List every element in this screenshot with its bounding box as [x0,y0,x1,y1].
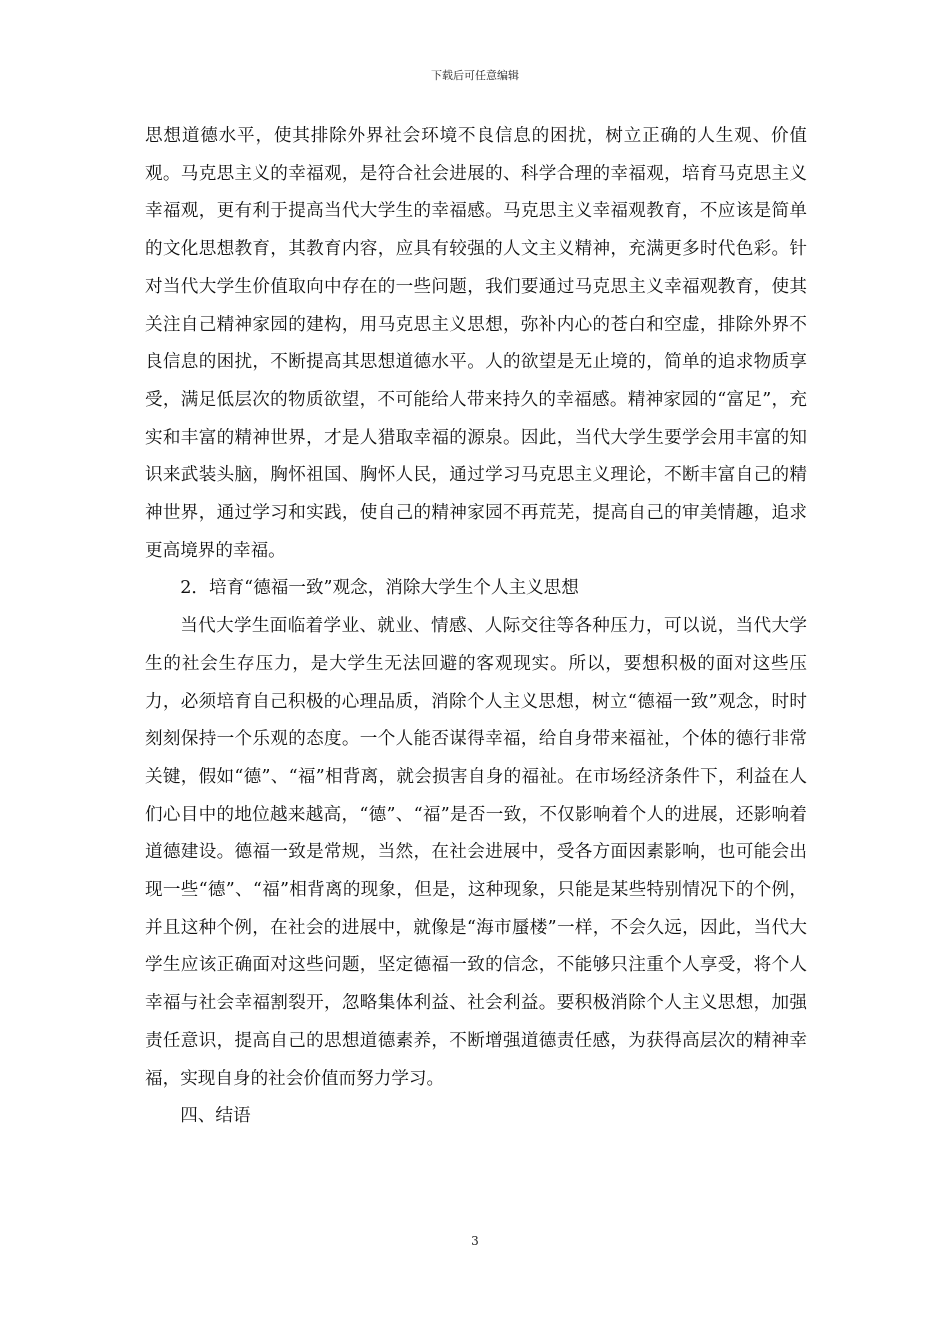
section-heading: 2．培育“德福一致”观念，消除大学生个人主义思想 [180,578,579,599]
section-heading: 四、结语 [180,1106,251,1127]
paragraph: 当代大学生面临着学业、就业、情感、人际交往等各种压力，可以说，当代大学生的社会生存压力，是大学生无法回避的客观现实。所以，要想积极的面对这些压力，必须培育自己积极的心理品质，消除个人主义思想，树立“德福一致”观念，时时刻刻保持一个乐观的态度。一个人能否谋得幸福，给自身带来福祉，个体的德行非常关键，假如“德”、“福”相背离，就会损害自身的福祉。在市场经济条件下，利益在人们心目中的地位越来越高，“德”、“福”是否一致，不仅影响着个人的进展，还影响着道德建设。德福一致是常规，当然，在社会进展中，受各方面因素影响，也可能会出现一些“德”、“福”相背离的现象，但是，这种现象，只能是某些特别情况下的个例，并且这种个例，在社会的进展中，就像是“海市蜃楼”一样，不会久远，因此，当代大学生应该正确面对这些问题，坚定德福一致的信念，不能够只注重个人享受，将个人幸福与社会幸福割裂开，忽略集体利益、社会利益。要积极消除个人主义思想，加强责任意识，提高自己的思想道德素养，不断增强道德责任感，为获得高层次的精神幸福，实现自身的社会价值而努力学习。 [145,616,807,1089]
paragraph-continued: 思想道德水平，使其排除外界社会环境不良信息的困扰，树立正确的人生观、价值观。马克思主义的幸福观，是符合社会进展的、科学合理的幸福观，培育马克思主义幸福观，更有利于提高当代大学生的幸福感。马克思主义幸福观教育，不应该是简单的文化思想教育，其教育内容，应具有较强的人文主义精神，充满更多时代色彩。针对当代大学生价值取向中存在的一些问题，我们要通过马克思主义幸福观教育，使其关注自己精神家园的建构，用马克思主义思想，弥补内心的苍白和空虚，排除外界不良信息的困扰，不断提高其思想道德水平。人的欲望是无止境的，简单的追求物质享受，满足低层次的物质欲望，不可能给人带来持久的幸福感。精神家园的“富足”，充实和丰富的精神世界，才是人猎取幸福的源泉。因此，当代大学生要学会用丰富的知识来武装头脑，胸怀祖国、胸怀人民，通过学习马克思主义理论，不断丰富自己的精神世界，通过学习和实践，使自己的精神家园不再荒芜，提高自己的审美情趣，追求更高境界的幸福。 [145,126,807,561]
page-number: 3 [471,1234,479,1248]
document-body [145,118,807,1136]
page-header: 下载后可任意编辑 [431,69,519,82]
